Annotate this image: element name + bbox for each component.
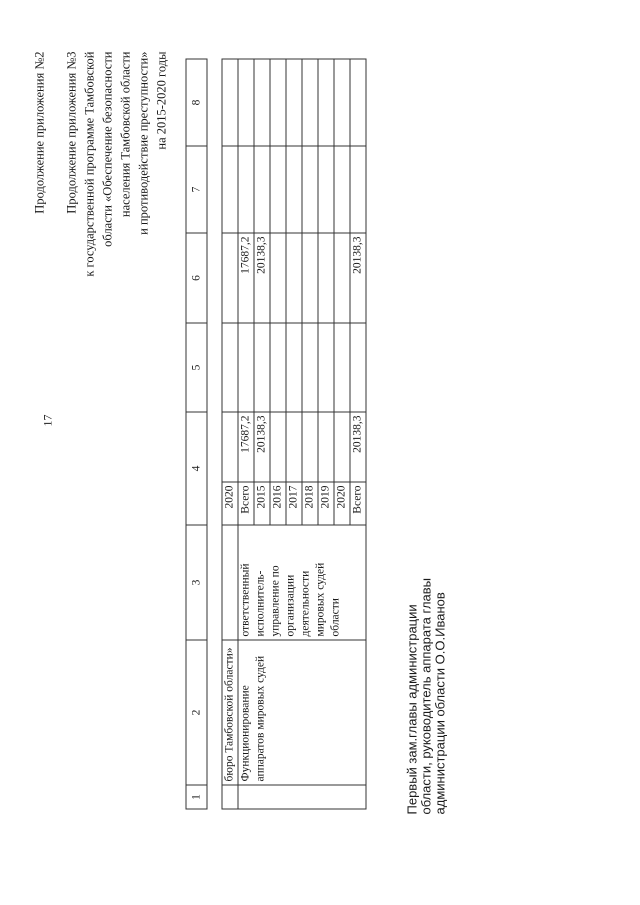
year-cell: Всего: [350, 482, 366, 525]
year-cell: 2020: [334, 482, 350, 525]
year-cell: 2019: [318, 482, 334, 525]
year-cell: 2020: [222, 482, 238, 525]
signature-line: администрации области О.О.Иванов: [432, 592, 448, 815]
column-number: 3: [186, 525, 207, 640]
page-number: 17: [40, 414, 55, 427]
program-table: [186, 59, 367, 810]
column-number: 1: [186, 785, 207, 809]
column-number-row: [186, 59, 207, 809]
amount-cell: 17687,2: [238, 233, 254, 323]
executor-cell: ответственный исполнитель-управление по организации деятельности мировых судей области: [238, 525, 366, 640]
amount-cell: 20138,3: [350, 412, 366, 482]
header-line: населения Тамбовской области: [118, 51, 133, 218]
table-row: [222, 59, 238, 809]
year-cell: 2017: [286, 482, 302, 525]
year-cell: 2015: [254, 482, 270, 525]
table-row: [238, 59, 254, 809]
amount-cell: 20138,3: [350, 233, 366, 323]
year-cell: 2016: [270, 482, 286, 525]
signature-line: области, руководитель аппарата главы: [418, 577, 434, 815]
item-name-cell: Функционирование аппаратов мировых судей: [238, 640, 366, 785]
amount-cell: 20138,3: [254, 233, 270, 323]
column-number: 8: [186, 59, 207, 146]
column-number: 6: [186, 233, 207, 323]
column-number: 5: [186, 323, 207, 412]
header-line: и противодействие преступности»: [136, 51, 151, 235]
header-line: к государственной программе Тамбовской: [82, 51, 97, 277]
header-line: Продолжение приложения №3: [64, 51, 79, 214]
column-number: 2: [186, 640, 207, 785]
signature-line: Первый зам.главы администрации: [404, 604, 420, 815]
year-cell: Всего: [238, 482, 254, 525]
signature-block: [406, 578, 448, 815]
amount-cell: 20138,3: [254, 412, 270, 482]
prev-item-cell: бюро Тамбовской области»: [222, 640, 238, 785]
spacer-row: [207, 59, 222, 809]
appendix-continuation: Продолжение приложения №2: [32, 51, 47, 214]
amount-cell: 17687,2: [238, 412, 254, 482]
header-line: на 2015-2020 годы: [154, 51, 169, 150]
year-cell: 2018: [302, 482, 318, 525]
appendix-header: [31, 52, 171, 372]
rotated-page: [1, 0, 640, 905]
header-line: области «Обеспечение безопасности: [100, 51, 115, 247]
column-number: 7: [186, 146, 207, 233]
column-number: 4: [186, 412, 207, 525]
